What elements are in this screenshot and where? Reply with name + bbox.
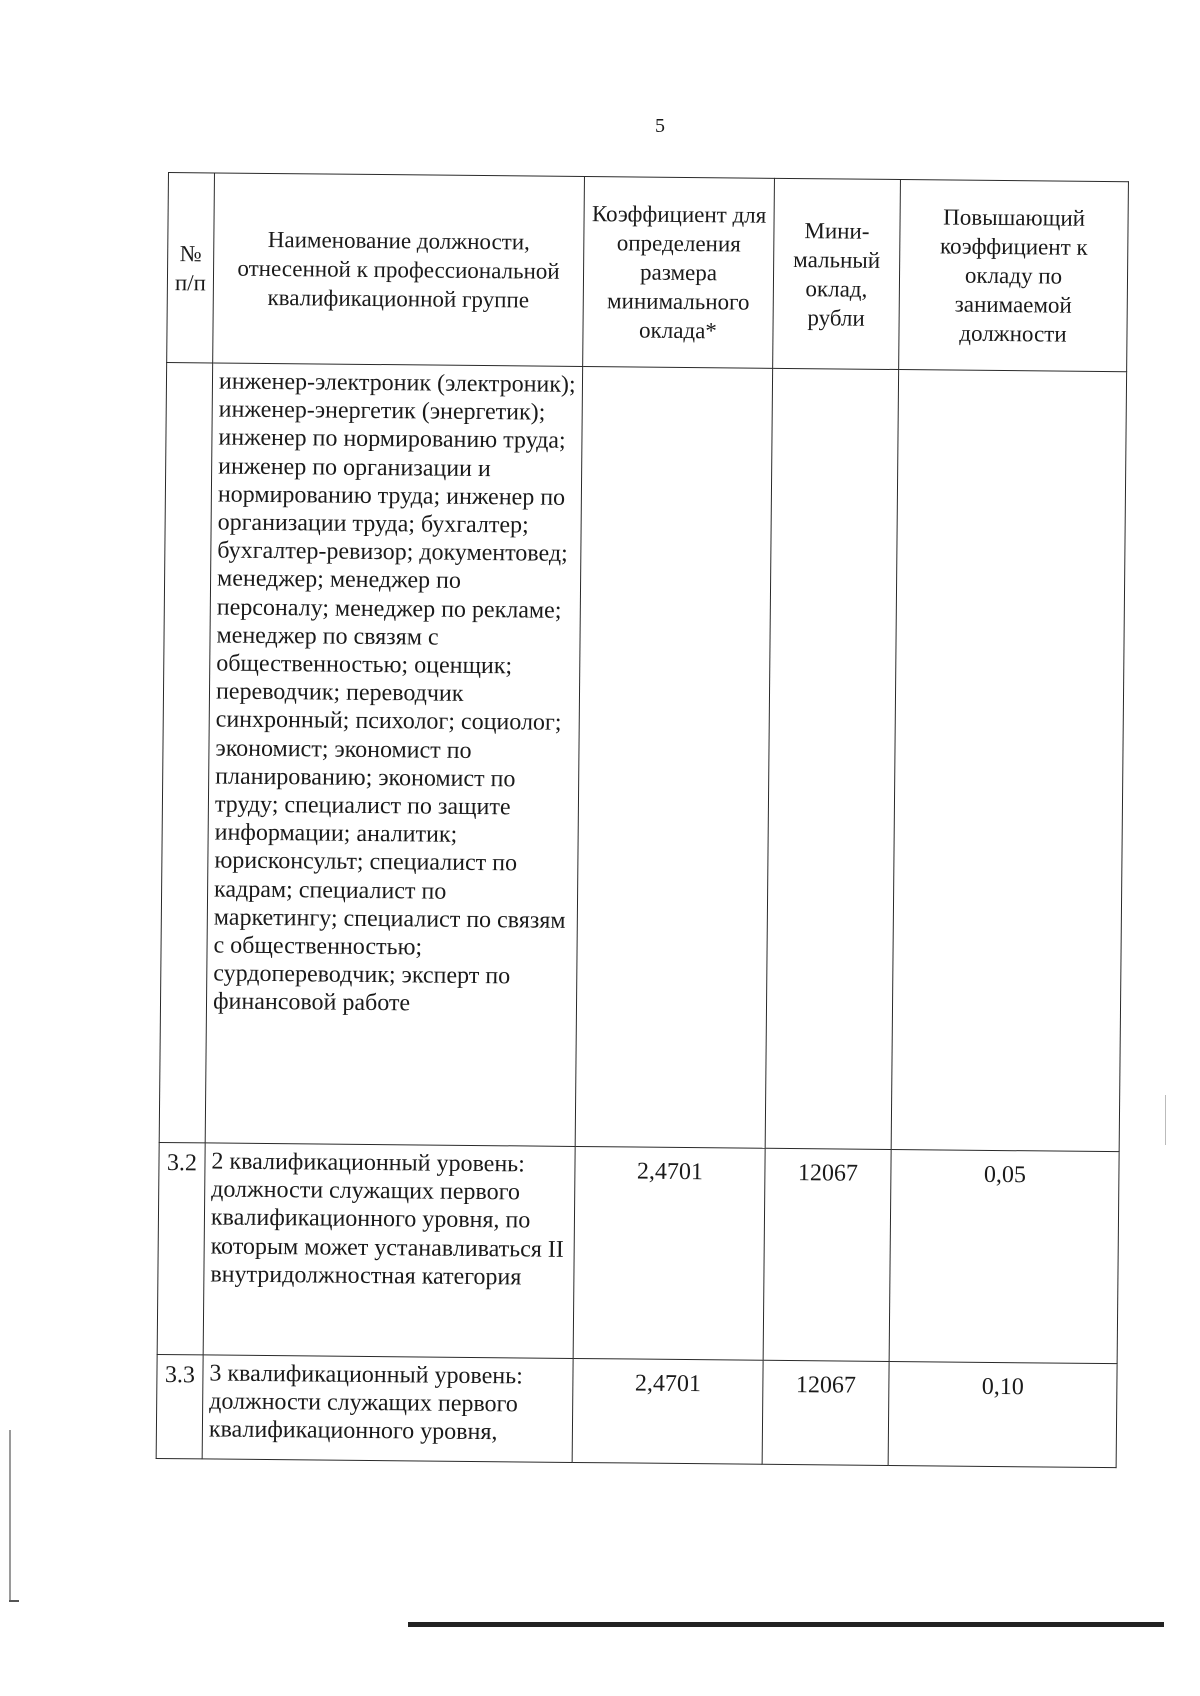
row-coef: 2,4701 xyxy=(573,1146,765,1360)
table-row xyxy=(159,362,1126,1151)
row-raise: 0,05 xyxy=(889,1149,1119,1363)
header-num: № п/п xyxy=(167,173,215,363)
bottom-scan-line xyxy=(408,1622,1164,1627)
header-salary: Мини-мальный оклад, рубли xyxy=(773,178,901,369)
row-salary: 12067 xyxy=(763,1148,891,1361)
row-name: инженер-электроник (электроник); инженер-энергетик (энергетик); инженер по нормированию труда; инженер по организации и нормированию труда; инженер по организации труда; бухгалтер; бухгалтер-ревизор; документовед; менеджер; менеджер по персоналу; менеджер по рекламе; менеджер по связям с общественностью; оценщик; переводчик; переводчик синхронный; психолог; социолог; экономист; экономист по планированию; экономист по труду; специалист по защите информации; аналитик; юрисконсульт; специалист по кадрам; специалист по маркетингу; специалист по связям с общественностью; сурдопереводчик; эксперт по финансовой работе xyxy=(205,363,582,1147)
row-raise: 0,10 xyxy=(888,1361,1117,1467)
row-salary: 12067 xyxy=(762,1360,889,1465)
row-num: 3.3 xyxy=(156,1354,203,1458)
row-coef: 2,4701 xyxy=(572,1358,763,1464)
header-raise: Повышающий коэффициент к окладу по занимаемой должности xyxy=(899,180,1129,372)
table-header-row xyxy=(167,173,1129,372)
table-row xyxy=(157,1142,1119,1363)
salary-table-container xyxy=(156,172,1128,1468)
row-name: 3 квалификационный уровень: должности служащих первого квалификационного уровня, xyxy=(202,1355,573,1463)
scan-edge-mark xyxy=(9,1430,11,1600)
salary-table xyxy=(156,172,1129,1468)
table-row xyxy=(156,1354,1117,1467)
page-number: 5 xyxy=(655,115,665,137)
scan-edge-mark-right xyxy=(1165,1095,1166,1145)
row-num: 3.2 xyxy=(157,1142,205,1354)
row-name: 2 квалификационный уровень: должности служащих первого квалификационного уровня, по которым может устанавливаться II внутридолжностная категория xyxy=(203,1143,575,1359)
scan-corner-mark xyxy=(9,1600,19,1602)
row-num xyxy=(159,362,212,1142)
header-coef: Коэффициент для определения размера минимального оклада* xyxy=(583,176,775,368)
row-coef xyxy=(575,366,772,1148)
header-name: Наименование должности, отнесенной к профессиональной квалификационной группе xyxy=(213,173,585,367)
row-raise xyxy=(891,370,1126,1152)
row-salary xyxy=(765,368,898,1149)
